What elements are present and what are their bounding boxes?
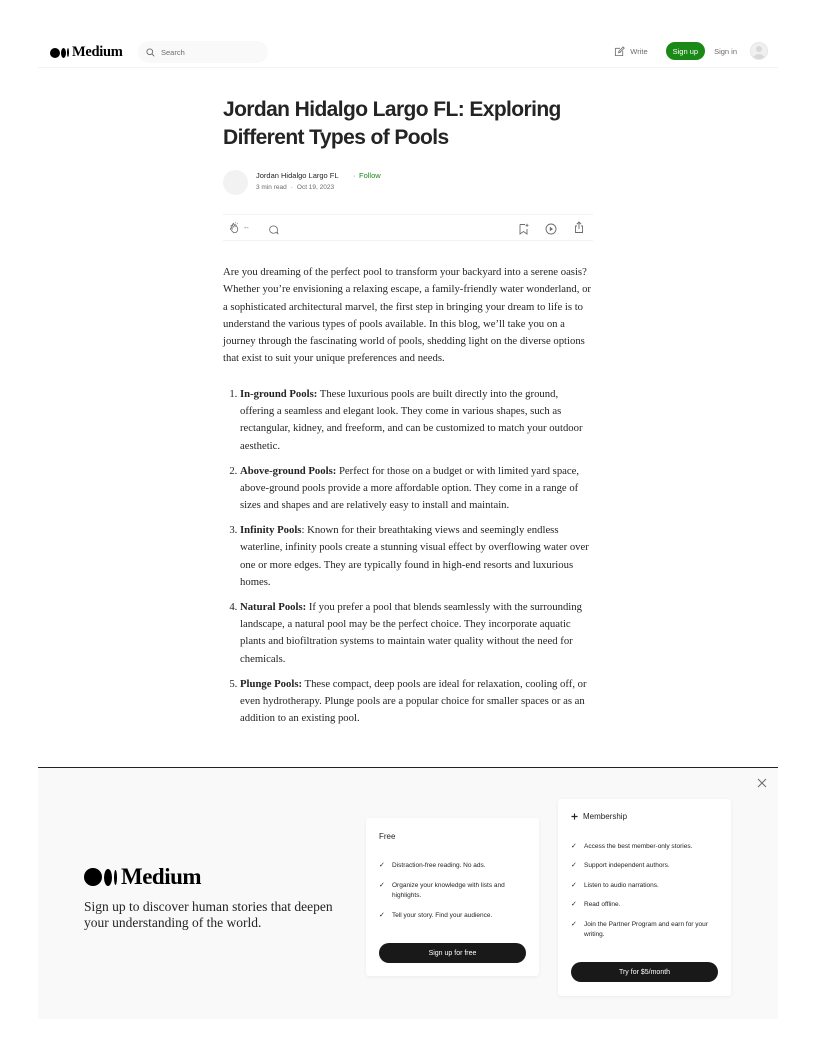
- share-icon: [573, 221, 585, 234]
- signin-link[interactable]: Sign in: [714, 46, 737, 56]
- list-item-text: : Known for their breathtaking views and seemingly endless waterline, infinity pools create a stunning visual effect by overflowing water over one or more edges. They are typically found in high-end resorts and luxurious homes.: [240, 524, 589, 588]
- free-plan-title: Free: [379, 832, 396, 841]
- check-icon: ✓: [571, 901, 577, 908]
- list-item: [240, 522, 593, 591]
- membership-feature: ✓ Join the Partner Program and earn for your writing.: [571, 921, 708, 938]
- write-label: Write: [630, 46, 648, 56]
- user-avatar-icon[interactable]: [750, 42, 768, 60]
- membership-feature: ✓ Access the best member-only stories.: [571, 843, 693, 850]
- membership-plan-title: Membership: [583, 812, 628, 821]
- save-button[interactable]: [518, 222, 529, 240]
- search-input[interactable]: [161, 48, 251, 57]
- read-time: 3 min read: [256, 184, 287, 191]
- byline-separator: ·: [353, 171, 356, 180]
- list-item-text: If you prefer a pool that blends seamlessly with the surrounding landscape, a natural pool may be the perfect choice. They incorporate aquatic plants and biofiltration systems to maintain water quality without the need for chemicals.: [240, 600, 582, 665]
- signup-button[interactable]: Sign up: [666, 42, 705, 60]
- list-item: [240, 599, 593, 668]
- nav-actions: [614, 42, 768, 60]
- check-icon: ✓: [571, 862, 577, 869]
- clap-button[interactable]: [229, 222, 249, 234]
- author-avatar[interactable]: [223, 170, 248, 195]
- search-bar[interactable]: [138, 41, 268, 63]
- intro-paragraph: Are you dreaming of the perfect pool to transform your backyard into a serene oasis? Whether you’re envisioning a relaxing escape, a family-friendly water wonderland, or a sophisticated architectural marvel, the first step in bringing your dream to life is to understand the various types of pools available. In this blog, we’ll take you on a journey through the fascinating world of pools, shedding light on the diverse options that exist to suit your unique preferences and needs.: [223, 266, 591, 365]
- article-body: [223, 264, 593, 728]
- article-action-bar: [223, 214, 593, 241]
- list-item-term: In-ground Pools:: [240, 387, 318, 400]
- plus-icon: [571, 813, 578, 820]
- share-button[interactable]: [573, 221, 585, 239]
- check-icon: ✓: [571, 843, 577, 850]
- medium-logo-icon: [50, 48, 69, 58]
- signup-free-button[interactable]: Sign up for free: [379, 943, 526, 963]
- list-item-term: Natural Pools:: [240, 600, 307, 613]
- list-item-text: Perfect for those on a budget or with limited yard space, above-ground pools provide a more affordable option. They come in a range of sizes and shapes and are relatively easy to install and maintain.: [240, 464, 580, 512]
- free-feature: ✓ Organize your knowledge with lists and highlights.: [379, 882, 505, 899]
- overlay-medium-logo: [84, 864, 201, 890]
- membership-plan-title-row: [571, 812, 627, 821]
- clap-icon: [229, 222, 241, 234]
- check-icon: ✓: [379, 912, 385, 919]
- list-item-term: Infinity Pools: [240, 524, 302, 537]
- article-title: Jordan Hidalgo Largo FL: Exploring Different Types of Pools: [223, 98, 561, 149]
- logo-text: Medium: [72, 44, 123, 60]
- write-icon: [614, 46, 625, 57]
- publish-date: Oct 19, 2023: [296, 184, 335, 191]
- write-link[interactable]: [614, 46, 647, 57]
- membership-trial-button[interactable]: Try for $5/month: [571, 962, 718, 982]
- list-item-term: Above-ground Pools:: [240, 464, 337, 477]
- check-icon: ✓: [571, 882, 577, 889]
- membership-feature: ✓ Read offline.: [571, 901, 621, 908]
- signup-overlay: [38, 767, 778, 1019]
- close-icon[interactable]: [756, 777, 768, 789]
- pool-types-list: [223, 386, 593, 728]
- medium-logo-icon: [84, 868, 117, 886]
- medium-logo[interactable]: [50, 44, 123, 61]
- responses-button[interactable]: [268, 222, 279, 240]
- check-icon: ✓: [379, 882, 385, 889]
- overlay-tagline: Sign up to discover human stories that deepen your understanding of the world.: [84, 899, 333, 930]
- free-feature: ✓ Tell your story. Find your audience.: [379, 912, 493, 919]
- search-icon: [146, 48, 155, 57]
- membership-feature: ✓ Listen to audio narrations.: [571, 882, 659, 889]
- byline: [223, 170, 593, 196]
- play-icon: [545, 223, 557, 235]
- listen-button[interactable]: [545, 222, 557, 240]
- article: [223, 96, 593, 735]
- free-plan-card: [366, 818, 539, 976]
- list-item-text: These compact, deep pools are ideal for relaxation, cooling off, or even hydrotherapy. Plunge pools are a popular choice for smaller spaces or as an addition to an existing pool.: [240, 677, 587, 725]
- bookmark-add-icon: [518, 223, 529, 235]
- list-item: [240, 676, 593, 728]
- membership-feature: ✓ Support independent authors.: [571, 862, 670, 869]
- comment-icon: [268, 224, 279, 235]
- meta-separator: ·: [290, 184, 293, 191]
- check-icon: ✓: [379, 862, 385, 869]
- free-feature: ✓ Distraction-free reading. No ads.: [379, 862, 486, 869]
- list-item-text: These luxurious pools are built directly into the ground, offering a seamless and elegant look. They come in various shapes, such as rectangular, kidney, and freeform, and can be customized to match your outdoor aesthetic.: [240, 387, 583, 452]
- author-name[interactable]: Jordan Hidalgo Largo FL: [256, 171, 339, 180]
- article-meta: [256, 184, 334, 191]
- top-nav: [38, 36, 778, 68]
- membership-plan-card: [558, 799, 731, 996]
- list-item: [240, 386, 593, 455]
- overlay-logo-text: Medium: [121, 864, 202, 889]
- list-item: [240, 463, 593, 515]
- check-icon: ✓: [571, 921, 577, 928]
- clap-count: --: [244, 224, 249, 232]
- follow-button[interactable]: Follow: [359, 171, 381, 180]
- list-item-term: Plunge Pools:: [240, 677, 303, 690]
